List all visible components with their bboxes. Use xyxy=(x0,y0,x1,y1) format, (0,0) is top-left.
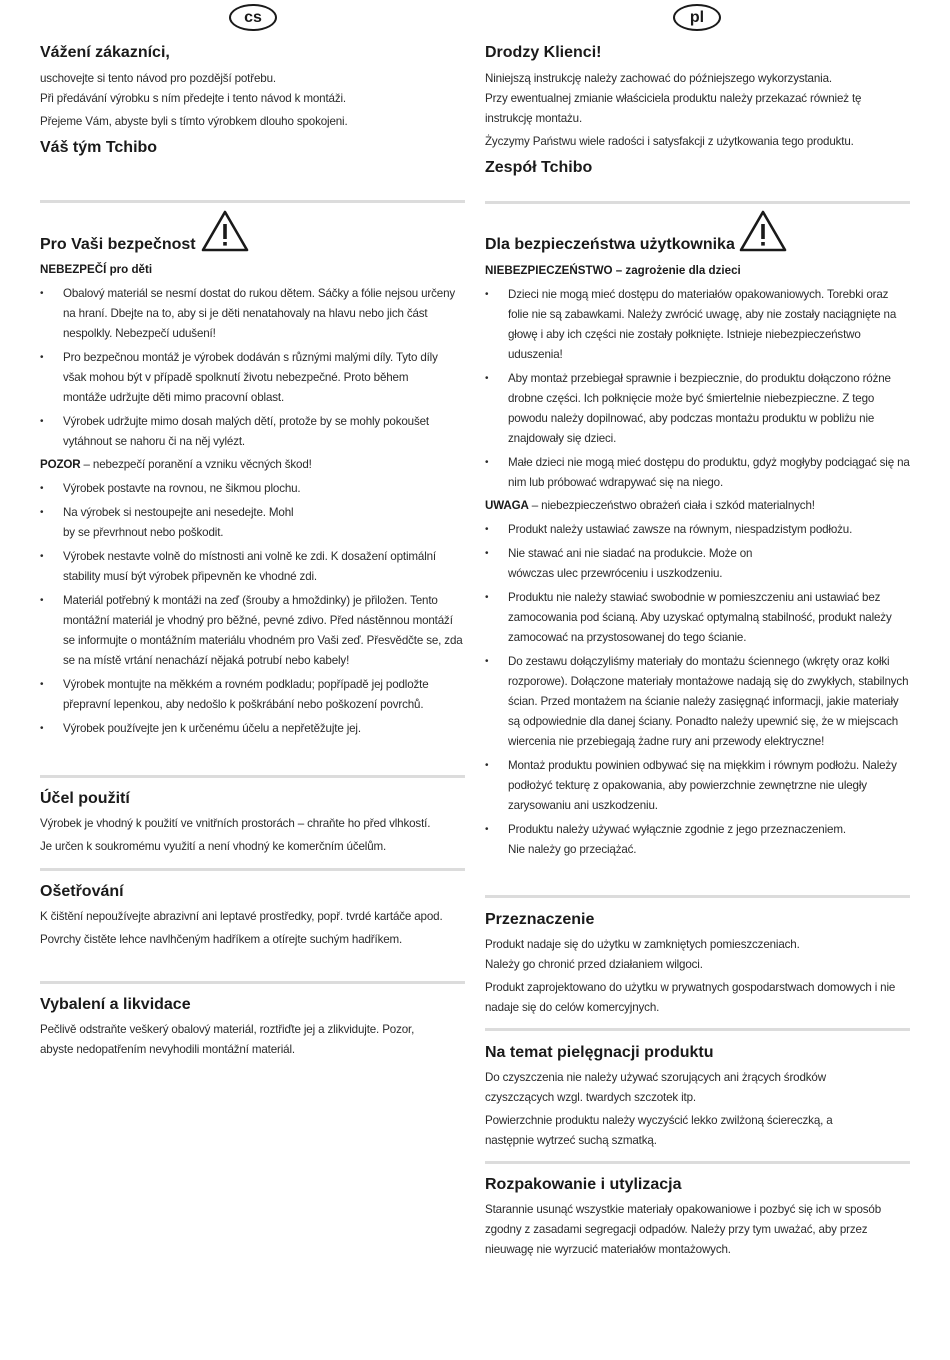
care-text-1: Do czyszczenia nie należy używać szorujących ani żrących środków czyszczących wzgl. twardych szczotek itp. xyxy=(485,1071,826,1104)
greeting-title: Drodzy Klienci! xyxy=(485,44,602,61)
use-title: Účel použití xyxy=(40,790,130,807)
list-item: • Výrobek montujte na měkkém a rovném podkladu; popřípadě jej podložte přepravní lepenkou, aby nedošlo k poškrábání nebo poškození povrchů. xyxy=(40,675,465,715)
disposal-text: Starannie usunąć wszystkie materiały opakowaniowe i pozbyć się ich w sposób zgodny z zasadami segregacji odpadów. Należy przy tym uważać, aby przez nieuwagę nie wyrzucić materiałów montażowych. xyxy=(485,1203,882,1256)
list-item: • Výrobek nestavte volně do místnosti ani volně ke zdi. K dosažení optimální stability musí být výrobek připevněn ke vhodné zdi. xyxy=(40,547,465,587)
warning-triangle-icon xyxy=(200,209,250,258)
use-text-2: Produkt zaprojektowano do użytku w prywatnych gospodarstwach domowych i nie nadaje się do celów komercyjnych. xyxy=(485,981,896,1014)
greeting-text-1: Niniejszą instrukcję należy zachować do późniejszego wykorzystania. xyxy=(485,72,832,85)
list-item: • Obalový materiál se nesmí dostat do rukou dětem. Sáčky a fólie nejsou určeny na hraní. Dbejte na to, aby si je děti nenatahovaly na hlavu nebo jich část nespolkly. Nebezpečí udušení! xyxy=(40,284,465,344)
greeting-text-1: uschovejte si tento návod pro pozdější potřebu. xyxy=(40,72,276,85)
greeting-section xyxy=(485,43,910,178)
list-item: • Nie stawać ani nie siadać na produkcie. Może on wówczas ulec przewróceniu i uszkodzeniu. xyxy=(485,544,910,584)
disposal-title: Rozpakowanie i utylizacja xyxy=(485,1176,682,1193)
use-text-2: Je určen k soukromému využití a není vhodný ke komerčním účelům. xyxy=(40,840,387,853)
care-section xyxy=(40,882,465,950)
use-section xyxy=(40,789,465,857)
danger-heading: NEBEZPEČÍ pro děti xyxy=(40,263,153,276)
list-item: • Produktu należy używać wyłącznie zgodnie z jego przeznaczeniem. Nie należy go przeciążać. xyxy=(485,820,910,860)
list-item: • Produktu nie należy stawiać swobodnie w pomieszczeniu ani ustawiać bez zamocowania pod ścianą. Aby uzyskać optymalną stabilność, produkt należy zamocować na przystosowanej do tego ścianie. xyxy=(485,588,910,648)
greeting-text-3: Přejeme Vám, abyste byli s tímto výrobkem dlouho spokojeni. xyxy=(40,115,348,128)
care-text-2: Powierzchnie produktu należy wyczyścić lekko zwilżoną ściereczką, a następnie wytrzeć suchą szmatką. xyxy=(485,1114,833,1147)
disposal-section xyxy=(485,1175,910,1260)
caution-heading xyxy=(485,496,910,516)
list-item: • Dzieci nie mogą mieć dostępu do materiałów opakowaniowych. Torebki oraz folie nie są zabawkami. Należy zwrócić uwagę, aby nie zostały naciągnięte na głowę i aby ich części nie zostały połknięte. Istnieje niebezpieczeństwo uduszenia! xyxy=(485,285,910,365)
safety-section xyxy=(485,235,910,860)
care-title: Ošetřování xyxy=(40,883,124,900)
list-item: • Na výrobek si nestoupejte ani nesedejte. Mohl by se převrhnout nebo poškodit. xyxy=(40,503,465,543)
list-item: • Pro bezpečnou montáž je výrobek dodáván s různými malými díly. Tyto díly však mohou být v případě spolknutí životu nebezpečné. Proto během montáže udržujte děti mimo pracovní oblast. xyxy=(40,348,465,408)
caution-label: UWAGA xyxy=(485,499,529,512)
section-divider xyxy=(485,1161,910,1164)
list-item: • Výrobek postavte na rovnou, ne šikmou plochu. xyxy=(40,479,465,499)
language-badge-pl: pl xyxy=(673,4,721,31)
safety-title: Dla bezpieczeństwa użytkownika xyxy=(485,236,735,253)
disposal-section xyxy=(40,995,465,1060)
section-divider xyxy=(40,981,465,984)
caution-label: POZOR xyxy=(40,458,81,471)
list-item: • Materiál potřebný k montáži na zeď (šrouby a hmoždinky) je přiložen. Tento montážní materiál je vhodný pro běžné, pevné zdivo. Před nástěnnou montáží se informujte o montážním materiálu vhodném pro Vaši zeď. Přesvědčte se, zda se na místě vrtání nenachází nějaká potrubí nebo kabely! xyxy=(40,591,465,671)
section-divider xyxy=(40,775,465,778)
caution-text: – niebezpieczeństwo obrażeń ciała i szkód materialnych! xyxy=(528,499,815,512)
care-section xyxy=(485,1043,910,1151)
caution-heading xyxy=(40,455,465,475)
greeting-section xyxy=(40,43,465,158)
use-text-1: Výrobek je vhodný k použití ve vnitřních prostorách – chraňte ho před vlhkostí. xyxy=(40,817,431,830)
caution-text: – nebezpečí poranění a vzniku věcných škod! xyxy=(80,458,312,471)
greeting-text-2: Při předávání výrobku s ním předejte i tento návod k montáži. xyxy=(40,92,346,105)
safety-section xyxy=(40,235,465,739)
section-divider xyxy=(40,868,465,871)
use-title: Przeznaczenie xyxy=(485,911,595,928)
danger-list xyxy=(485,285,910,493)
team-signature: Zespół Tchibo xyxy=(485,159,593,176)
warning-triangle-icon xyxy=(738,209,788,258)
list-item: • Aby montaż przebiegał sprawnie i bezpiecznie, do produktu dołączono różne drobne części. Ich połknięcie może być śmiertelnie niebezpieczne. Z tego powodu należy dopilnować, aby podczas montażu produktu w pobliżu nie znajdowały się dzieci. xyxy=(485,369,910,449)
use-text-1: Produkt nadaje się do użytku w zamkniętych pomieszczeniach. Należy go chronić przed działaniem wilgoci. xyxy=(485,938,800,971)
care-text-2: Povrchy čistěte lehce navlhčeným hadříkem a otírejte suchým hadříkem. xyxy=(40,933,403,946)
greeting-text-3: Życzymy Państwu wiele radości i satysfakcji z użytkowania tego produktu. xyxy=(485,135,854,148)
section-divider xyxy=(40,200,465,203)
list-item: • Do zestawu dołączyliśmy materiały do montażu ściennego (wkręty oraz kołki rozporowe). Dołączone materiały montażowe nadają się do zwykłych, stabilnych ścian. Przed montażem na ścianie należy zasięgnąć informacji, jakie materiały są odpowiednie dla danej ściany. Ponadto należy upewnić się, że w miejscach wiercenia nie przebiegają żadne rury ani przewody elektryczne! xyxy=(485,652,910,752)
caution-list xyxy=(40,479,465,739)
disposal-text: Pečlivě odstraňte veškerý obalový materiál, roztřiďte jej a zlikvidujte. Pozor, abyste nedopatřením nevyhodili montážní materiál. xyxy=(40,1023,415,1056)
section-divider xyxy=(485,201,910,204)
care-title: Na temat pielęgnacji produktu xyxy=(485,1044,714,1061)
list-item: • Výrobek používejte jen k určenému účelu a nepřetěžujte jej. xyxy=(40,719,465,739)
language-badge-cs: cs xyxy=(229,4,277,31)
care-text-1: K čištění nepoužívejte abrazivní ani leptavé prostředky, popř. tvrdé kartáče apod. xyxy=(40,910,443,923)
disposal-title: Vybalení a likvidace xyxy=(40,996,191,1013)
section-divider xyxy=(485,1028,910,1031)
danger-heading: NIEBEZPIECZEŃSTWO – zagrożenie dla dzieci xyxy=(485,264,741,277)
list-item: • Montaż produktu powinien odbywać się na miękkim i równym podłożu. Należy podłożyć tekturę z opakowania, aby powierzchnie zewnętrzne nie uległy zarysowaniu ani uszkodzeniu. xyxy=(485,756,910,816)
caution-list xyxy=(485,520,910,860)
danger-list xyxy=(40,284,465,452)
use-section xyxy=(485,910,910,1018)
greeting-title: Vážení zákazníci, xyxy=(40,44,170,61)
team-signature: Váš tým Tchibo xyxy=(40,139,158,156)
greeting-text-2: Przy ewentualnej zmianie właściciela produktu należy przekazać również tę instrukcję montażu. xyxy=(485,92,862,125)
section-divider xyxy=(485,895,910,898)
list-item: • Výrobek udržujte mimo dosah malých dětí, protože by se mohly pokoušet vytáhnout se nahoru či na něj vylézt. xyxy=(40,412,465,452)
list-item: • Małe dzieci nie mogą mieć dostępu do produktu, gdyż mogłyby podciągać się na nim lub próbować wdrapywać się na niego. xyxy=(485,453,910,493)
list-item: • Produkt należy ustawiać zawsze na równym, niespadzistym podłożu. xyxy=(485,520,910,540)
safety-title: Pro Vaši bezpečnost xyxy=(40,236,196,253)
